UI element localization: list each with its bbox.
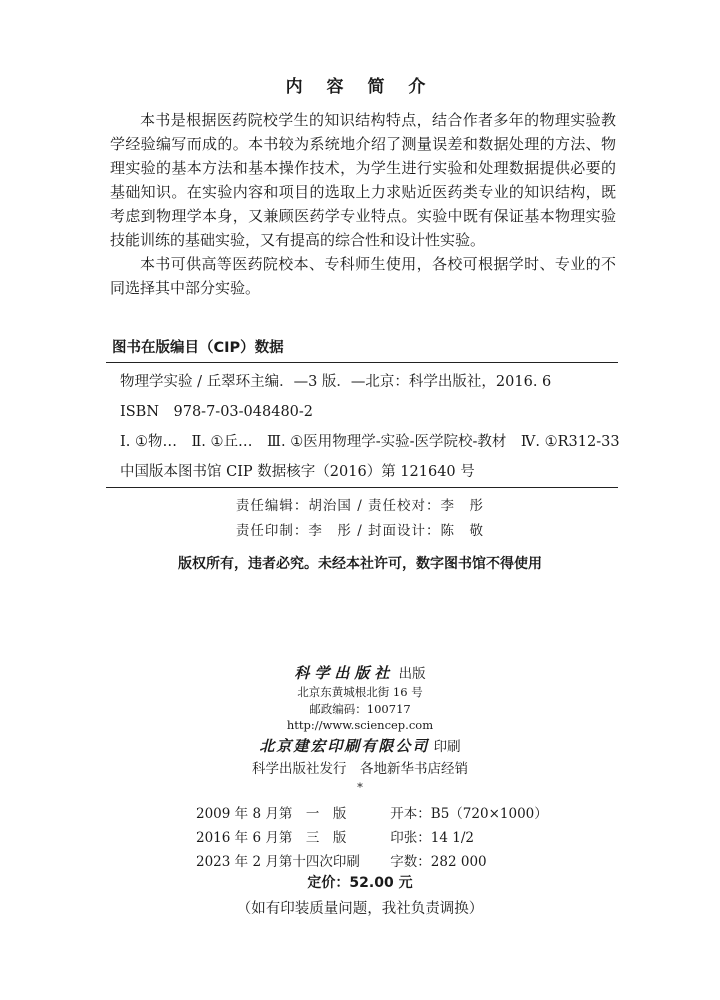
summary-paragraph: 本书可供高等医药院校本、专科师生使用，各校可根据学时、专业的不同选择其中部分实验。	[110, 255, 616, 297]
publisher-address: 北京东黄城根北街 16 号	[297, 685, 423, 699]
editors-line: 责任印制：李 彤 / 封面设计：陈 敬	[235, 523, 485, 539]
printer-line	[0, 735, 720, 756]
edition-row	[196, 826, 474, 846]
summary-paragraph: 本书是根据医药院校学生的知识结构特点，结合作者多年的物理实验教学经验编写而成的。本书较为系统地介绍了测量误差和数据处理的方法、物理实验的基本方法和基本操作技术，为学生进行实验和处理数据提供必要的基础知识。在实验内容和项目的选取上力求贴近医药类专业的知识结构，既考虑到物理学本身，又兼顾医药学专业特点。实验中既有保证基本物理实验技能训练的基础实验，又有提高的综合性和设计性实验。	[110, 111, 616, 249]
edition-row	[196, 850, 487, 870]
edition-row	[196, 802, 548, 822]
edition-date: 2023 年 2 月第十四次印刷	[196, 854, 360, 870]
cip-classification: Ⅰ. ①物… Ⅱ. ①丘… Ⅲ. ①医用物理学-实验-医学院校-教材 Ⅳ. ①R312-33	[120, 434, 620, 450]
publisher-suffix: 出版	[398, 666, 426, 682]
quality-note: （如有印装质量问题，我社负责调换）	[236, 901, 484, 917]
price: 定价：52.00 元	[307, 875, 413, 891]
printer-suffix: 印刷	[433, 739, 461, 755]
edition-spec: 印张：14 1/2	[390, 830, 474, 846]
summary-text	[110, 108, 616, 300]
copyright-notice: 版权所有，违者必究。未经本社许可，数字图书馆不得使用	[178, 556, 542, 572]
publisher-line	[0, 662, 720, 683]
edition-date: 2016 年 6 月第 三 版	[196, 830, 347, 846]
separator-asterisk: *	[357, 780, 363, 794]
divider	[106, 362, 618, 363]
cip-heading: 图书在版编目（CIP）数据	[112, 340, 284, 356]
page-title: 内 容 简 介	[285, 77, 435, 97]
cip-title-line: 物理学实验 / 丘翠环主编．—3 版．—北京：科学出版社，2016. 6	[120, 374, 552, 390]
publisher-postcode: 邮政编码：100717	[309, 702, 411, 716]
edition-spec: 开本：B5（720×1000）	[390, 806, 548, 822]
divider	[106, 487, 618, 488]
cip-isbn: ISBN 978-7-03-048480-2	[120, 404, 314, 420]
editors-line: 责任编辑：胡治国 / 责任校对：李 彤	[235, 498, 485, 514]
cip-record-number: 中国版本图书馆 CIP 数据核字（2016）第 121640 号	[120, 464, 475, 480]
publisher-url: http://www.sciencep.com	[286, 718, 434, 732]
publisher-name: 科学出版社	[294, 664, 395, 682]
edition-spec: 字数：282 000	[390, 854, 487, 870]
edition-date: 2009 年 8 月第 一 版	[196, 806, 347, 822]
printer-name: 北京建宏印刷有限公司	[259, 737, 430, 755]
distribution-line: 科学出版社发行 各地新华书店经销	[252, 761, 468, 777]
